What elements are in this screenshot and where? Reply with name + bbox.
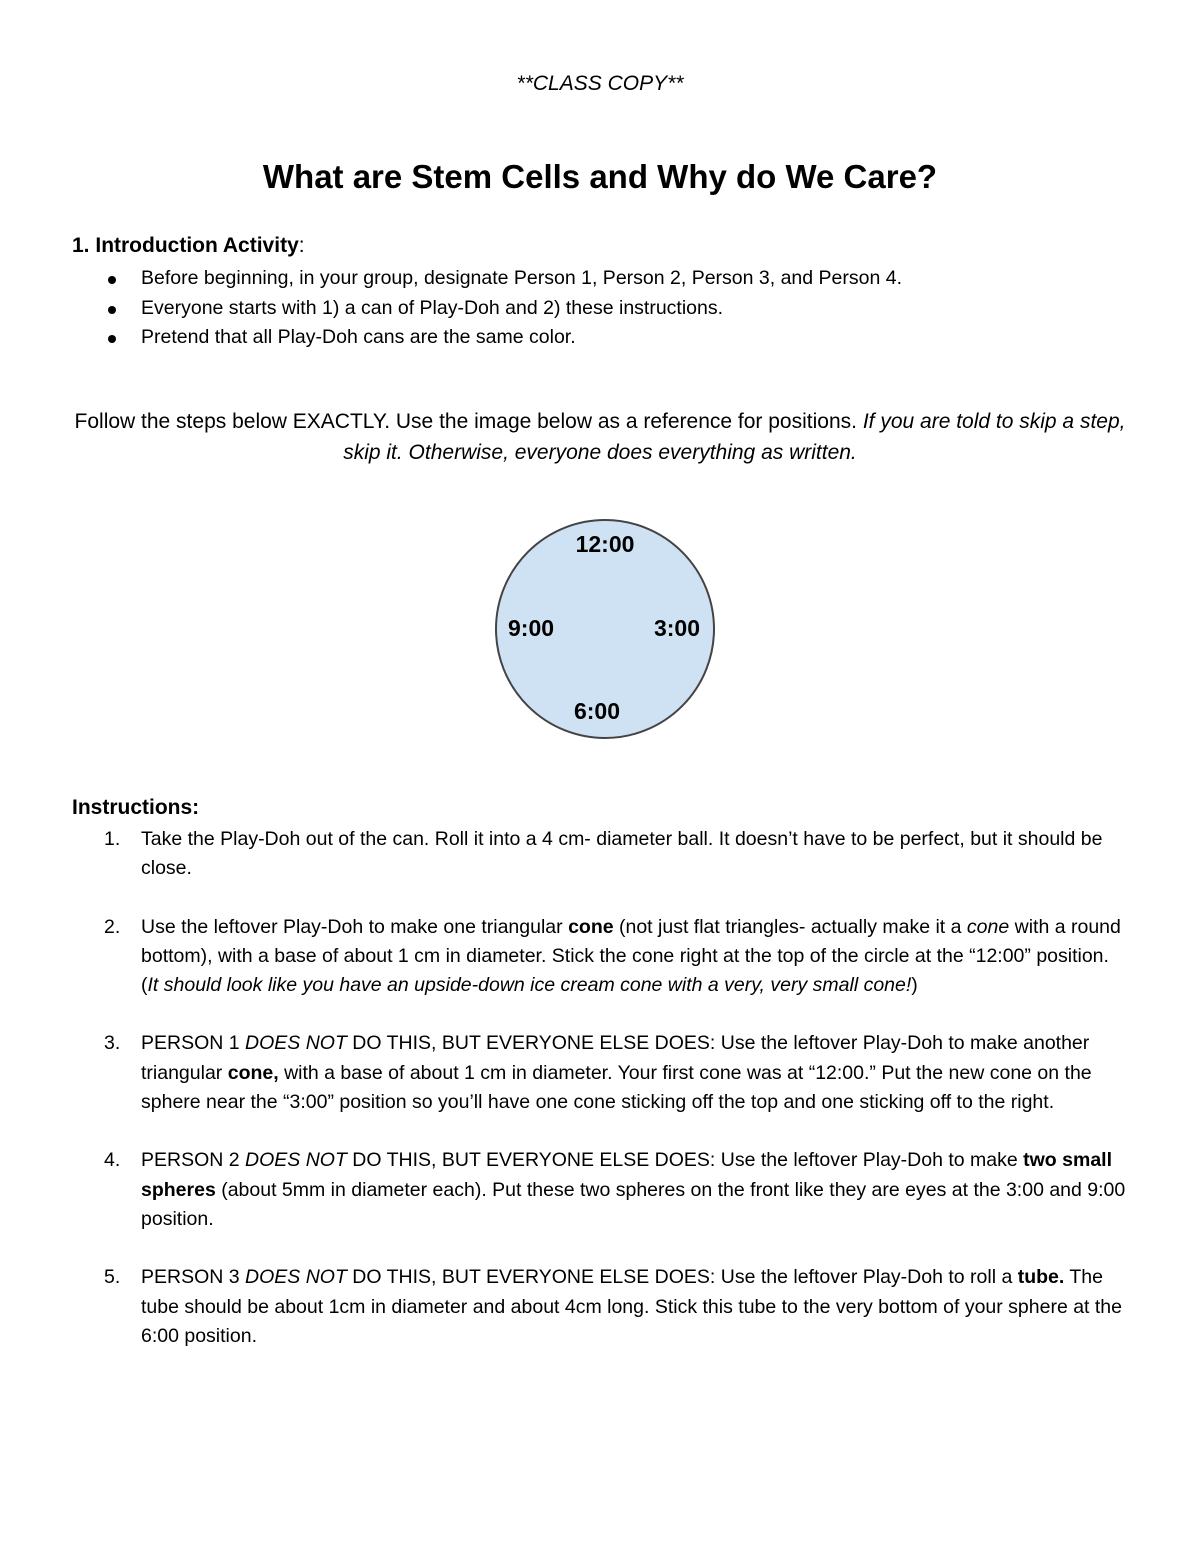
follow-steps-paragraph — [60, 406, 1140, 468]
list-item — [0, 1029, 1131, 1117]
class-copy-label: **CLASS COPY** — [516, 72, 684, 95]
step-number: 5. — [104, 1266, 121, 1289]
page-title: What are Stem Cells and Why do We Care? — [262, 158, 938, 195]
list-item — [0, 294, 1200, 324]
bullet-text: Everyone starts with 1) a can of Play-Doh and 2) these instructions. — [141, 296, 724, 319]
step-text: with a round bottom), with a base of about 1 cm in diameter. Stick the cone right at the top of the circle at the “12:00” position. ( — [141, 915, 1121, 997]
step-italic-text: DOES NOT — [245, 1266, 347, 1289]
step-text: The tube should be about 1cm in diameter and about 4cm long. Stick this tube to the very bottom of your sphere at the 6:00 position. — [141, 1266, 1122, 1347]
list-item — [0, 323, 1200, 353]
intro-heading-text: Introduction Activity — [95, 234, 299, 257]
step-text: with a base of about 1 cm in diameter. Your first cone was at “12:00.” Put the new cone on the sphere near the “3:00” position so you’ll have one cone sticking off the top and one sticking off to the right. — [141, 1061, 1092, 1114]
bullet-text: Pretend that all Play-Doh cans are the same color. — [141, 326, 576, 348]
clock-label-3: 3:00 — [653, 615, 700, 641]
intro-heading-colon: : — [298, 234, 305, 257]
intro-heading — [72, 234, 305, 258]
follow-plain-text: Follow the steps below EXACTLY. Use the image below as a reference for positions. — [74, 410, 857, 433]
step-number: 4. — [104, 1149, 121, 1172]
step-number: 3. — [104, 1032, 121, 1055]
step-italic-text: DOES NOT — [245, 1032, 347, 1055]
list-item — [0, 825, 1131, 884]
step-text: PERSON 2 — [141, 1149, 246, 1172]
step-italic-text: cone — [966, 915, 1010, 938]
step-text: PERSON 1 — [141, 1032, 246, 1055]
step-text: DO THIS, BUT EVERYONE ELSE DOES: Use the leftover Play-Doh to roll a — [346, 1266, 1018, 1289]
step-italic-text: It should look like you have an upside-down ice cream cone with a very, very small cone! — [147, 974, 912, 997]
follow-italic-text: If you are told to skip a step, skip it. Otherwise, everyone does everything as written. — [343, 410, 1126, 464]
intro-bullet-list — [0, 264, 1200, 353]
intro-heading-number: 1. — [72, 234, 90, 257]
list-item — [0, 264, 1200, 294]
step-text: DO THIS, BUT EVERYONE ELSE DOES: Use the leftover Play-Doh to make — [346, 1149, 1024, 1172]
bullet-icon — [108, 335, 116, 343]
step-bold-text: cone — [568, 915, 614, 938]
step-text: ) — [911, 974, 918, 997]
step-text: Take the Play-Doh out of the can. Roll it into a 4 cm- diameter ball. It doesn’t have to be perfect, but it should be close. — [141, 828, 1103, 880]
list-item — [0, 1263, 1131, 1351]
step-number: 1. — [104, 828, 121, 850]
clock-label-12: 12:00 — [575, 531, 635, 557]
step-text: (about 5mm in diameter each). Put these two spheres on the front like they are eyes at the 3:00 and 9:00 position. — [141, 1178, 1126, 1230]
clock-diagram — [494, 518, 716, 740]
instructions-heading: Instructions: — [72, 796, 200, 819]
step-text: Use the leftover Play-Doh to make one triangular — [141, 915, 569, 938]
step-bold-text: two small spheres — [141, 1149, 1112, 1201]
step-text: PERSON 3 — [141, 1266, 246, 1289]
bullet-icon — [108, 276, 116, 284]
step-bold-text: cone, — [227, 1061, 279, 1084]
bullet-text: Before beginning, in your group, designate Person 1, Person 2, Person 3, and Person 4. — [141, 267, 902, 289]
list-item — [0, 1146, 1131, 1234]
step-text: (not just flat triangles- actually make it a — [613, 915, 967, 938]
clock-label-6: 6:00 — [573, 698, 621, 724]
step-text: DO THIS, BUT EVERYONE ELSE DOES: Use the leftover Play-Doh to make another triangular — [141, 1032, 1090, 1084]
instruction-steps — [0, 825, 1200, 1351]
clock-label-9: 9:00 — [508, 615, 555, 641]
bullet-icon — [108, 306, 116, 314]
step-number: 2. — [104, 915, 121, 938]
step-bold-text: tube. — [1017, 1266, 1065, 1289]
step-italic-text: DOES NOT — [245, 1149, 347, 1172]
list-item — [0, 913, 1131, 1001]
